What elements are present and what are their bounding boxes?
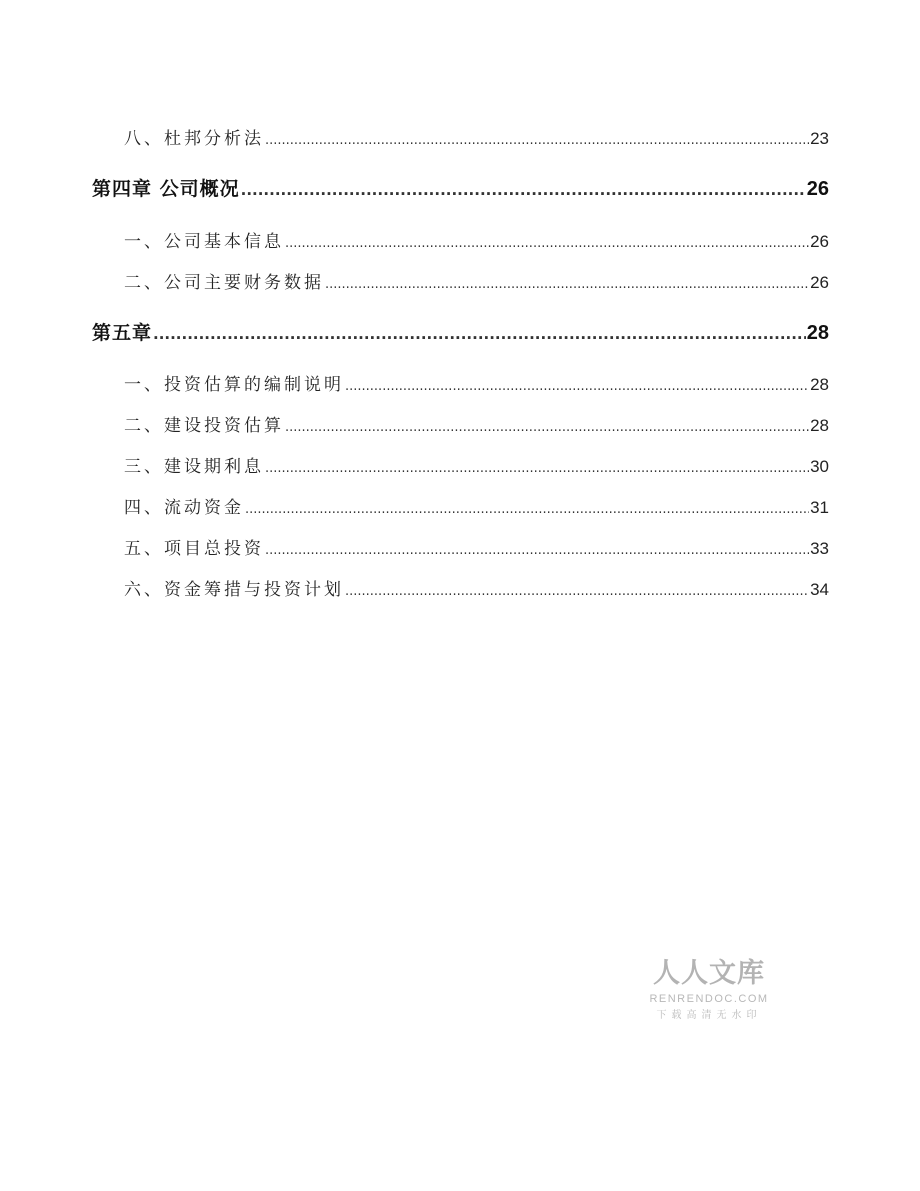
toc-dot-leader: [153, 325, 806, 343]
toc-entry-construction-investment[interactable]: [124, 411, 829, 436]
toc-entry-page: 28: [810, 375, 829, 394]
toc-entry-title: 流动资金: [164, 498, 244, 518]
toc-entry-page: 33: [810, 539, 829, 558]
toc-entry-title: 杜邦分析法: [164, 129, 264, 149]
toc-entry-page: 34: [810, 580, 829, 599]
toc-entry-title: 资金筹措与投资计划: [164, 580, 344, 600]
toc-dot-leader: [285, 236, 809, 251]
toc-dot-leader: [345, 584, 809, 599]
toc-entry-page: 26: [810, 232, 829, 251]
toc-chapter-4[interactable]: [92, 174, 829, 201]
toc-entry-title: 公司主要财务数据: [164, 273, 324, 293]
toc-entry-title: 投资估算的编制说明: [164, 375, 344, 395]
toc-chapter-5[interactable]: [92, 318, 829, 345]
toc-entry-working-capital[interactable]: [124, 493, 829, 518]
toc-entry-number: 一、: [124, 375, 164, 395]
toc-entry-total-investment[interactable]: [124, 534, 829, 559]
toc-entry-page: 23: [810, 129, 829, 148]
watermark-url: RENRENDOC.COM: [649, 993, 769, 1005]
toc-entry-title: 建设期利息: [164, 457, 264, 477]
toc-entry-page: 31: [810, 498, 829, 517]
toc-entry-number: 三、: [124, 457, 164, 477]
toc-entry-dupont-analysis[interactable]: [124, 124, 829, 149]
toc-entry-number: 一、: [124, 232, 164, 252]
toc-dot-leader: [265, 543, 809, 558]
toc-entry-number: 二、: [124, 416, 164, 436]
watermark-logo: [646, 958, 772, 1023]
toc-chapter-title: 第四章 公司概况: [92, 178, 240, 200]
toc-dot-leader: [265, 133, 809, 148]
toc-chapter-page: 26: [806, 178, 829, 200]
toc-entry-page: 28: [810, 416, 829, 435]
toc-entry-page: 30: [810, 457, 829, 476]
toc-entry-title: 公司基本信息: [164, 232, 284, 252]
toc-chapter-title: 第五章: [92, 322, 153, 344]
toc-entry-company-basic-info[interactable]: [124, 227, 829, 252]
toc-entry-number: 八、: [124, 129, 164, 149]
toc-dot-leader: [265, 461, 809, 476]
toc-chapter-page: 28: [806, 322, 829, 344]
toc-entry-title: 项目总投资: [164, 539, 264, 559]
toc-entry-number: 六、: [124, 580, 164, 600]
toc-entry-estimation-notes[interactable]: [124, 370, 829, 395]
toc-dot-leader: [241, 181, 806, 199]
toc-entry-construction-interest[interactable]: [124, 452, 829, 477]
toc-entry-number: 二、: [124, 273, 164, 293]
toc-dot-leader: [345, 379, 809, 394]
toc-entry-financing-plan[interactable]: [124, 575, 829, 600]
watermark-slogan: 下载高清无水印: [656, 1010, 762, 1021]
toc-dot-leader: [245, 502, 809, 517]
toc-entry-number: 四、: [124, 498, 164, 518]
toc-entry-number: 五、: [124, 539, 164, 559]
toc-dot-leader: [285, 420, 809, 435]
toc-entry-title: 建设投资估算: [164, 416, 284, 436]
toc-dot-leader: [325, 277, 809, 292]
watermark-brand: 人人文库: [653, 958, 765, 989]
toc-entry-page: 26: [810, 273, 829, 292]
toc-entry-company-financial-data[interactable]: [124, 268, 829, 293]
